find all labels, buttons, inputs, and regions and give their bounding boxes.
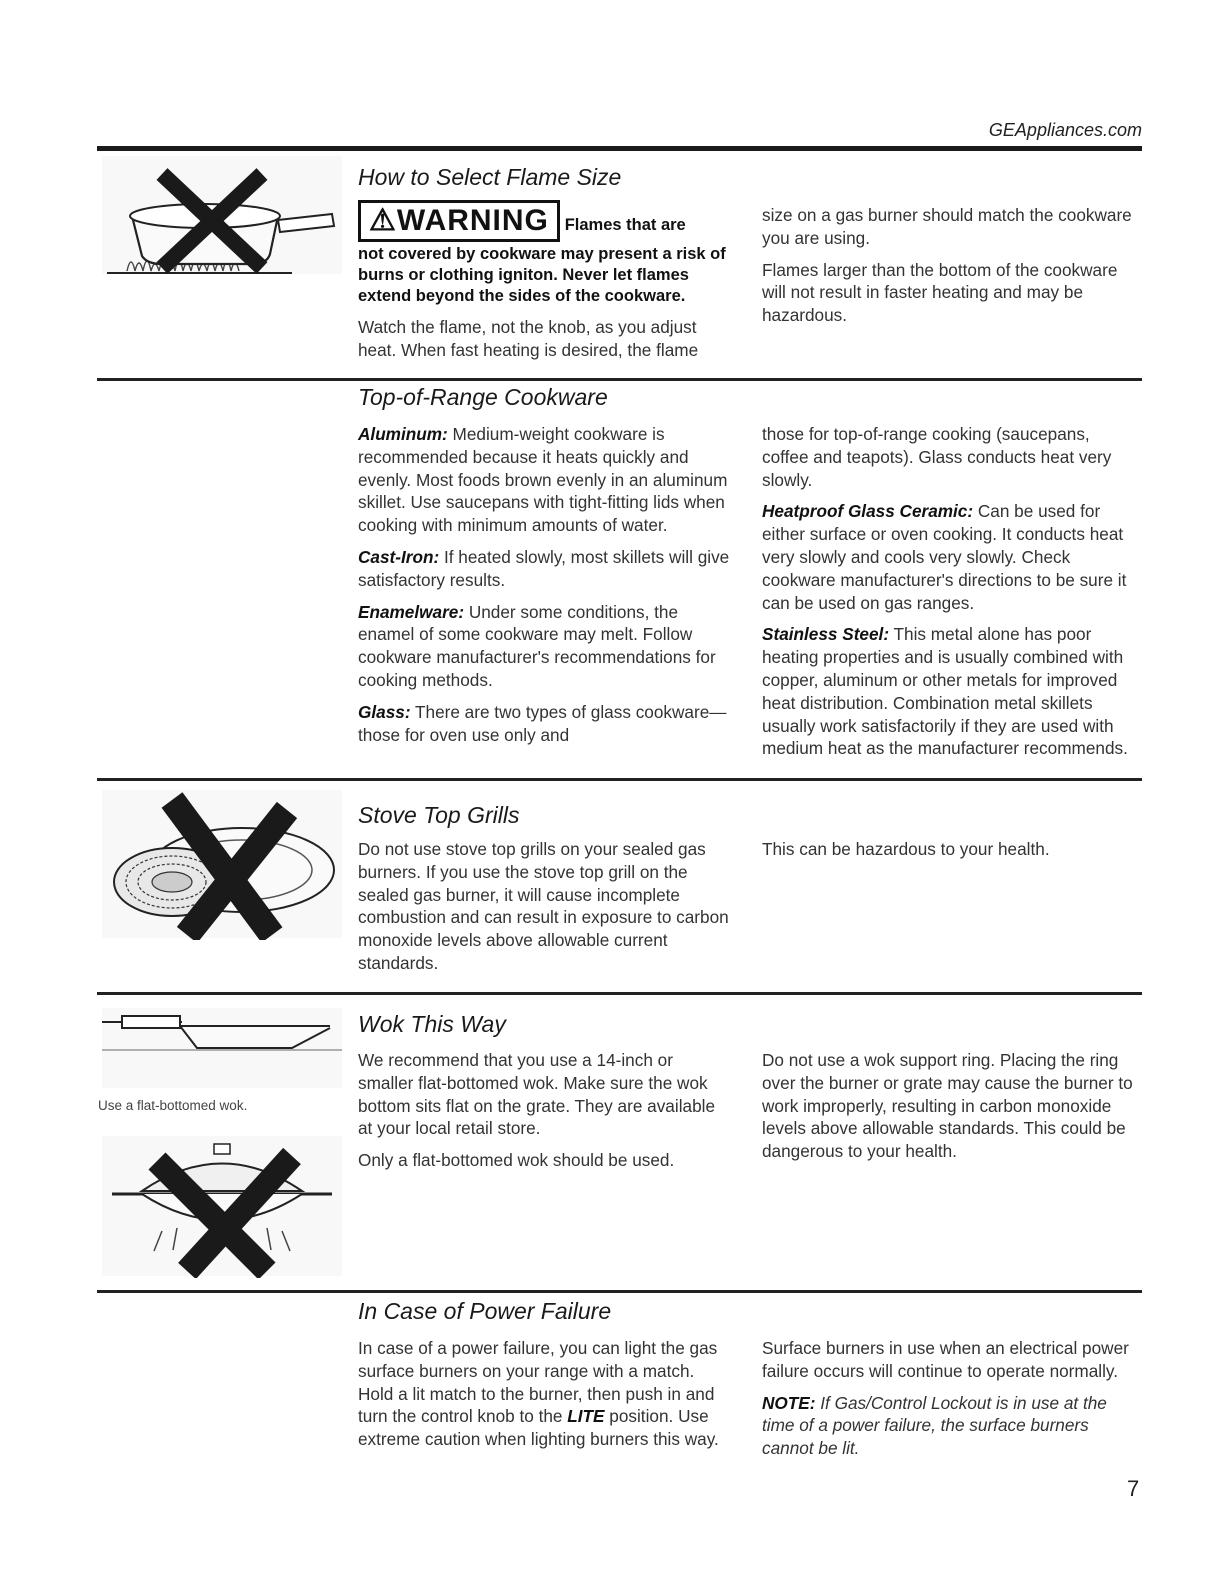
grills-paragraph: Do not use stove top grills on your sealed gas burners. If you use the stove top grill on the sealed gas burner, it will cause incomplete combustion and can result in exposure to carbon monoxide levels above allowable current standards. [358,839,729,973]
cookware-aluminum: Aluminum: Medium-weight cookware is recommended because it heats quickly and evenly. Most foods brown evenly in an aluminum skillet. Use saucepans with tight-fitting lids when cooking with minimum amounts of water. [358,424,728,536]
section-divider [97,778,1142,781]
wok-caption: Use a flat-bottomed wok. [98,1098,248,1113]
page-number: 7 [1127,1476,1140,1501]
cookware-left-column [358,423,733,755]
cookware-stainless-steel: Stainless Steel: This metal alone has poor heating properties and is usually combined with copper, aluminum or other metals for improved heat distribution. Combination metal skillets usually work satisfactorily if they are used with medium heat as the manufacturer recommends. [762,624,1128,759]
wok-right-column [762,1049,1137,1172]
flame-right-column [762,204,1137,336]
site-url: GEAppliances.com [988,120,1142,140]
wok-paragraph: Do not use a wok support ring. Placing the ring over the burner or grate may cause the burner to work improperly, resulting in carbon monoxide levels above allowable standards. This could be dangerous to your health. [762,1050,1133,1162]
wok-support-ring-illustration [102,1136,342,1278]
section-divider [97,1290,1142,1293]
cookware-cast-iron: Cast-Iron: If heated slowly, most skillets will give satisfactory results. [358,546,730,590]
cookware-right-column [762,423,1137,769]
grills-right-column [762,838,1137,870]
pot-over-flame-illustration [102,156,342,276]
flat-bottomed-wok-illustration [102,1008,342,1090]
cookware-glass-cont: those for top-of-range cooking (saucepans, coffee and teapots). Glass conducts heat very slowly. [762,424,1112,490]
warning-text: not covered by cookware may present a risk of burns or clothing igniton. Never let flames extend beyond the sides of the cookware. [358,245,726,305]
section-title-flame-size: How to Select Flame Size [358,164,622,190]
power-left-column [358,1337,733,1460]
power-paragraph: In case of a power failure, you can light the gas surface burners on your range with a match. Hold a lit match to the burner, then push in and turn the control knob to the LITE position. Use extreme caution when lighting burners this way. [358,1338,719,1450]
flame-left-column [358,200,733,371]
section-title-cookware: Top-of-Range Cookware [358,384,608,410]
grills-left-column [358,838,733,984]
section-divider [97,992,1142,995]
grills-paragraph: This can be hazardous to your health. [762,839,1050,859]
power-note: NOTE: If Gas/Control Lockout is in use at the time of a power failure, the surface burners cannot be lit. [762,1392,1107,1459]
wok-paragraph: We recommend that you use a 14-inch or smaller flat-bottomed wok. Make sure the wok bottom sits flat on the grate. They are available at your local retail store. [358,1050,716,1139]
warning-tail: Flames that are [564,216,686,234]
power-right-column [762,1337,1137,1469]
warning-label: ⚠WARNING [358,200,560,242]
section-title-wok: Wok This Way [358,1011,506,1037]
wok-paragraph: Only a flat-bottomed wok should be used. [358,1150,675,1171]
section-title-grills: Stove Top Grills [358,802,520,828]
power-paragraph: Surface burners in use when an electrical power failure occurs will continue to operate normally. [762,1338,1129,1381]
header-rule [97,146,1142,151]
flame-paragraph: size on a gas burner should match the cookware you are using. [762,205,1132,248]
cookware-enamelware: Enamelware: Under some conditions, the enamel of some cookware may melt. Follow cookware manufacturer's recommendations for cooking methods. [358,601,716,690]
section-divider [97,378,1142,381]
warning-icon: ⚠ [369,204,397,237]
wok-left-column [358,1049,733,1181]
stove-top-grill-illustration [102,790,342,940]
flame-paragraph: Flames larger than the bottom of the cookware will not result in faster heating and may be hazardous. [762,259,1118,326]
cookware-glass-ceramic: Heatproof Glass Ceramic: Can be used for either surface or oven cooking. It conducts heat very slowly and cools very slowly. Check cookware manufacturer's directions to be sure it can be used on gas ranges. [762,501,1127,613]
cookware-glass: Glass: There are two types of glass cookware—those for oven use only and [358,701,727,745]
flame-paragraph: Watch the flame, not the knob, as you adjust heat. When fast heating is desired, the flame [358,317,699,360]
section-title-power-failure: In Case of Power Failure [358,1298,612,1324]
